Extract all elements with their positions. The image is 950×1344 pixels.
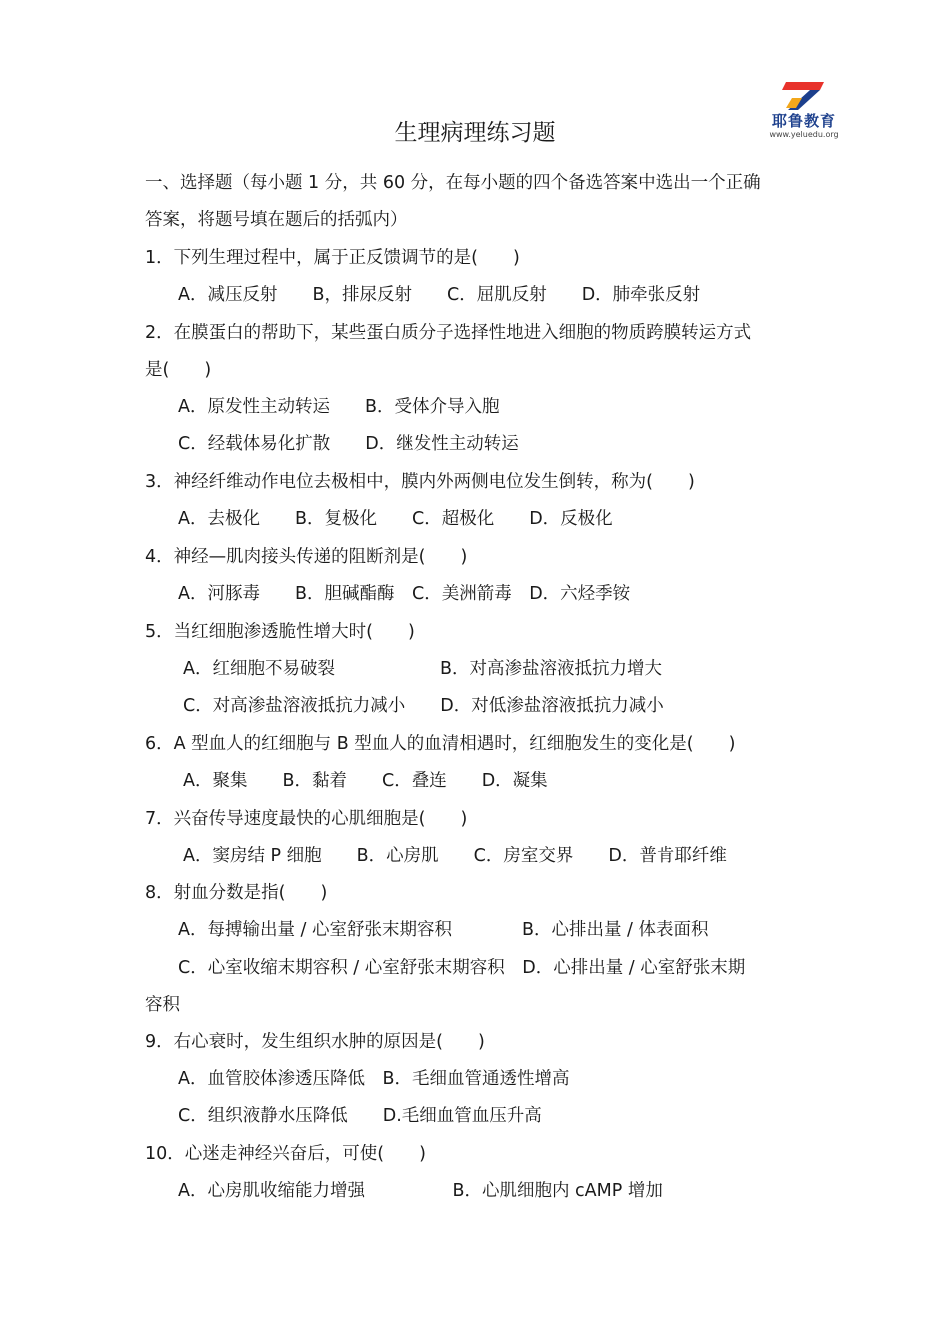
question-4: 4．神经—肌肉接头传递的阻断剂是( )	[145, 547, 468, 567]
question-8-options-ab: A．每搏输出量 / 心室舒张末期容积 B．心排出量 / 体表面积	[178, 920, 709, 940]
logo-url: www.yeluedu.org	[769, 130, 839, 139]
question-10: 10．心迷走神经兴奋后，可使( )	[145, 1144, 426, 1164]
question-9-options-ab: A．血管胶体渗透压降低 B．毛细血管通透性增高	[178, 1069, 570, 1089]
question-2: 2．在膜蛋白的帮助下，某些蛋白质分子选择性地进入细胞的物质跨膜转运方式	[145, 323, 752, 343]
question-1-options: A．减压反射 B，排尿反射 C．屈肌反射 D．肺牵张反射	[178, 285, 701, 305]
section-heading-cont: 答案，将题号填在题后的括弧内）	[145, 210, 408, 230]
section-heading: 一、选择题（每小题 1 分，共 60 分，在每小题的四个备选答案中选出一个正确	[145, 173, 761, 193]
question-5: 5．当红细胞渗透脆性增大时( )	[145, 622, 415, 642]
question-6: 6．A 型血人的红细胞与 B 型血人的血清相遇时，红细胞发生的变化是( )	[145, 734, 736, 754]
question-2-options-ab: A．原发性主动转运 B．受体介导入胞	[178, 397, 500, 417]
page-title: 生理病理练习题	[394, 120, 556, 146]
question-1: 1．下列生理过程中，属于正反馈调节的是( )	[145, 248, 520, 268]
question-3-options: A．去极化 B．复极化 C．超极化 D．反极化	[178, 509, 613, 529]
question-7-options: A．窦房结 P 细胞 B．心房肌 C．房室交界 D．普肯耶纤维	[183, 846, 727, 866]
logo-name: 耶鲁教育	[771, 112, 836, 130]
question-4-options: A．河豚毒 B．胆碱酯酶 C．美洲箭毒 D．六烃季铵	[178, 584, 631, 604]
question-5-options-ab: A．红细胞不易破裂 B．对高渗盐溶液抵抗力增大	[183, 659, 662, 679]
question-2-cont: 是( )	[145, 360, 212, 380]
question-8-options-cont: 容积	[145, 995, 180, 1015]
question-6-options: A．聚集 B．黏着 C．叠连 D．凝集	[183, 771, 548, 791]
question-3: 3．神经纤维动作电位去极相中，膜内外两侧电位发生倒转，称为( )	[145, 472, 695, 492]
question-9: 9．右心衰时，发生组织水肿的原因是( )	[145, 1032, 485, 1052]
question-8-options-cd: C．心室收缩末期容积 / 心室舒张末期容积 D．心排出量 / 心室舒张末期	[178, 958, 746, 978]
question-10-options-ab: A．心房肌收缩能力增强 B．心肌细胞内 cAMP 增加	[178, 1181, 663, 1201]
question-2-options-cd: C．经载体易化扩散 D．继发性主动转运	[178, 434, 519, 454]
question-5-options-cd: C．对高渗盐溶液抵抗力减小 D．对低渗盐溶液抵抗力减小	[183, 696, 664, 716]
question-9-options-cd: C．组织液静水压降低 D.毛细血管血压升高	[178, 1106, 542, 1126]
question-8: 8．射血分数是指( )	[145, 883, 328, 903]
question-7: 7．兴奋传导速度最快的心肌细胞是( )	[145, 809, 468, 829]
